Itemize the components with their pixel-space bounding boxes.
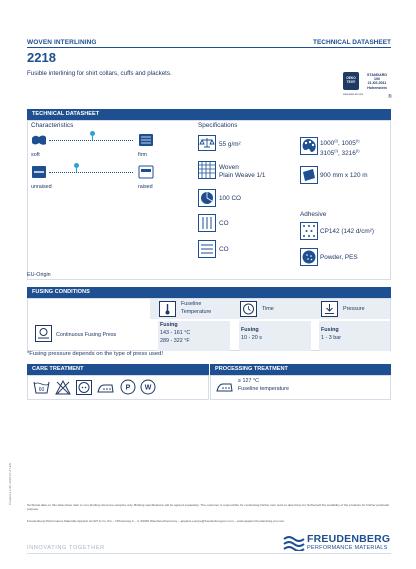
fusing-section-bar: FUSING CONDITIONS: [27, 287, 391, 298]
time-value: 10 - 20 s: [241, 335, 262, 341]
tagline: INNOVATING TOGETHER: [27, 545, 105, 551]
col-pressure: Pressure: [343, 306, 365, 312]
no-bleach-icon: [55, 380, 71, 395]
processing-temp: ≥ 127 °C: [238, 378, 259, 384]
document-reference: Created 2.2.90, 2018-07-27-EN: [8, 462, 12, 505]
colour-sup-1: (I): [334, 138, 338, 143]
weave-structure: Plain Weave 1/1: [219, 172, 266, 179]
temp-fahrenheit: 289 - 322 °F: [160, 338, 190, 344]
warp-yarn-icon: [198, 214, 216, 232]
specifications-title: Specifications: [198, 122, 238, 129]
standard-line1: STANDARD: [367, 73, 387, 77]
oeko-tex-logo: [343, 72, 393, 102]
adhesive-form: Powder, PES: [320, 254, 358, 261]
origin-label: EU-Origin: [27, 272, 51, 278]
wash-temp-text: 60: [38, 387, 45, 393]
colour-codes-line2: [320, 148, 360, 157]
pressure-value: 1 - 3 bar: [321, 335, 342, 341]
composition-value: 100 CO: [219, 195, 242, 202]
product-category: WOVEN INTERLINING: [27, 39, 97, 46]
characteristics-title: Characteristics: [31, 122, 74, 129]
weft-yarn-icon: [198, 240, 216, 258]
header-divider: [27, 47, 391, 48]
iron-icon: [97, 380, 115, 395]
soft-fabric-icon: [31, 134, 47, 146]
fusing-footnote: *Fusing pressure depends on the type of press used!: [27, 351, 163, 357]
time-clock-icon: [240, 301, 257, 317]
colour-sup-4: (I): [355, 148, 360, 153]
wash-60-icon: [33, 380, 50, 395]
processing-temp-label: Fuseline temperature: [238, 386, 289, 392]
brand-name: FREUDENBERG: [307, 533, 391, 545]
oeko-tex-standard: [362, 73, 392, 90]
processing-section-bar: PROCESSING TREATMENT: [210, 364, 391, 375]
softness-slider-track: [49, 140, 133, 141]
weft-value: CO: [219, 246, 229, 253]
dry-clean-p-text: P: [125, 384, 131, 392]
temperature-icon: [159, 301, 176, 317]
slider2-left-label: unraised: [31, 184, 52, 190]
temp-fusing-label: Fusing: [160, 322, 178, 328]
standard-line3: 21.KS.0011: [367, 81, 387, 86]
temp-celsius: 143 - 161 °C: [160, 330, 191, 336]
raise-slider-stem: [76, 167, 77, 172]
unraised-fabric-icon: [31, 165, 47, 179]
weave-pattern-icon: [198, 161, 216, 179]
raised-fabric-icon: [138, 165, 154, 179]
product-code: 2218: [27, 50, 56, 65]
weave-type: Woven: [219, 164, 239, 171]
firm-fabric-icon: [138, 133, 154, 147]
colour-code-3105: 3105: [320, 150, 335, 158]
softness-slider-stem: [92, 135, 93, 140]
processing-iron-icon: [216, 379, 234, 394]
adhesive-title: Adhesive: [300, 211, 327, 218]
roll-size-icon: [300, 166, 318, 184]
colour-codes-line1: [320, 138, 360, 147]
slider1-left-label: soft: [31, 152, 40, 158]
registered-mark: ®: [388, 94, 392, 100]
composition-icon: [198, 189, 216, 207]
company-address: Freudenberg Performance Materials Apparel GmbH & Co. KG – Höhnerweg 2 – 4, 69469 Weinheim/Germany – apparel-europe@freudenberg-pm.com – www.apparel.freudenberg-pm.com: [27, 519, 285, 523]
roll-size-value: 900 mm x 120 m: [320, 172, 368, 179]
fusing-press-icon: [35, 325, 52, 342]
col-time: Time: [262, 306, 274, 312]
press-type: Continuous Fusing Press: [56, 332, 117, 338]
time-fusing-label: Fusing: [241, 327, 259, 333]
freudenberg-wave-icon: [283, 535, 305, 551]
product-description: Fusible interlining for shirt collars, cuffs and plackets.: [27, 70, 172, 77]
adhesive-dots-icon: [300, 222, 318, 240]
colour-palette-icon: [300, 137, 318, 155]
dry-clean-p-icon: [120, 379, 136, 395]
standard-line4: Hohenstein: [367, 85, 387, 90]
pressure-fusing-label: Fusing: [321, 327, 339, 333]
tumble-dry-icon: [76, 380, 92, 395]
care-section-bar: CARE TREATMENT: [27, 364, 209, 375]
disclaimer-text: Technical data on this data sheet refer to non-binding reference samples only. Binding specifications will be agreed separately. The customer is responsible for conducting his/her own tests to determine for his/herself the suitability of the products for his/her particular purpose.: [27, 503, 390, 511]
weight-scale-icon: [198, 135, 216, 151]
colour-code-1000: 1000: [320, 140, 335, 148]
raise-slider-track: [49, 172, 133, 173]
col-temperature-label: Fuseline Temperature: [181, 301, 212, 315]
colour-sup-3: (I): [334, 148, 338, 153]
adhesive-type: CP142 (142 d/cm²): [320, 228, 374, 235]
colour-code-3216: , 3216: [338, 150, 356, 158]
oeko-tex-badge: OEKO TEX®: [343, 72, 359, 90]
standard-line2: 100: [374, 77, 380, 82]
freudenberg-logo: [283, 533, 395, 555]
oeko-tex-url: www.oeko-tex.com: [343, 93, 364, 96]
colour-code-1005: , 1005: [338, 140, 356, 148]
brand-subtitle: PERFORMANCE MATERIALS: [307, 545, 388, 551]
powder-adhesive-icon: [300, 248, 318, 266]
colour-sup-2: (I): [355, 138, 360, 143]
warp-value: CO: [219, 220, 229, 227]
weight-value: 55 g/m²: [219, 141, 241, 148]
wet-clean-w-text: W: [144, 384, 152, 392]
document-type: TECHNICAL DATASHEET: [313, 39, 391, 46]
technical-section-bar: TECHNICAL DATASHEET: [27, 109, 391, 120]
pressure-icon: [321, 301, 338, 317]
col-temperature: [181, 301, 229, 316]
wet-clean-w-icon: [140, 379, 156, 395]
slider1-right-label: firm: [138, 152, 147, 158]
slider2-right-label: raised: [138, 184, 153, 190]
